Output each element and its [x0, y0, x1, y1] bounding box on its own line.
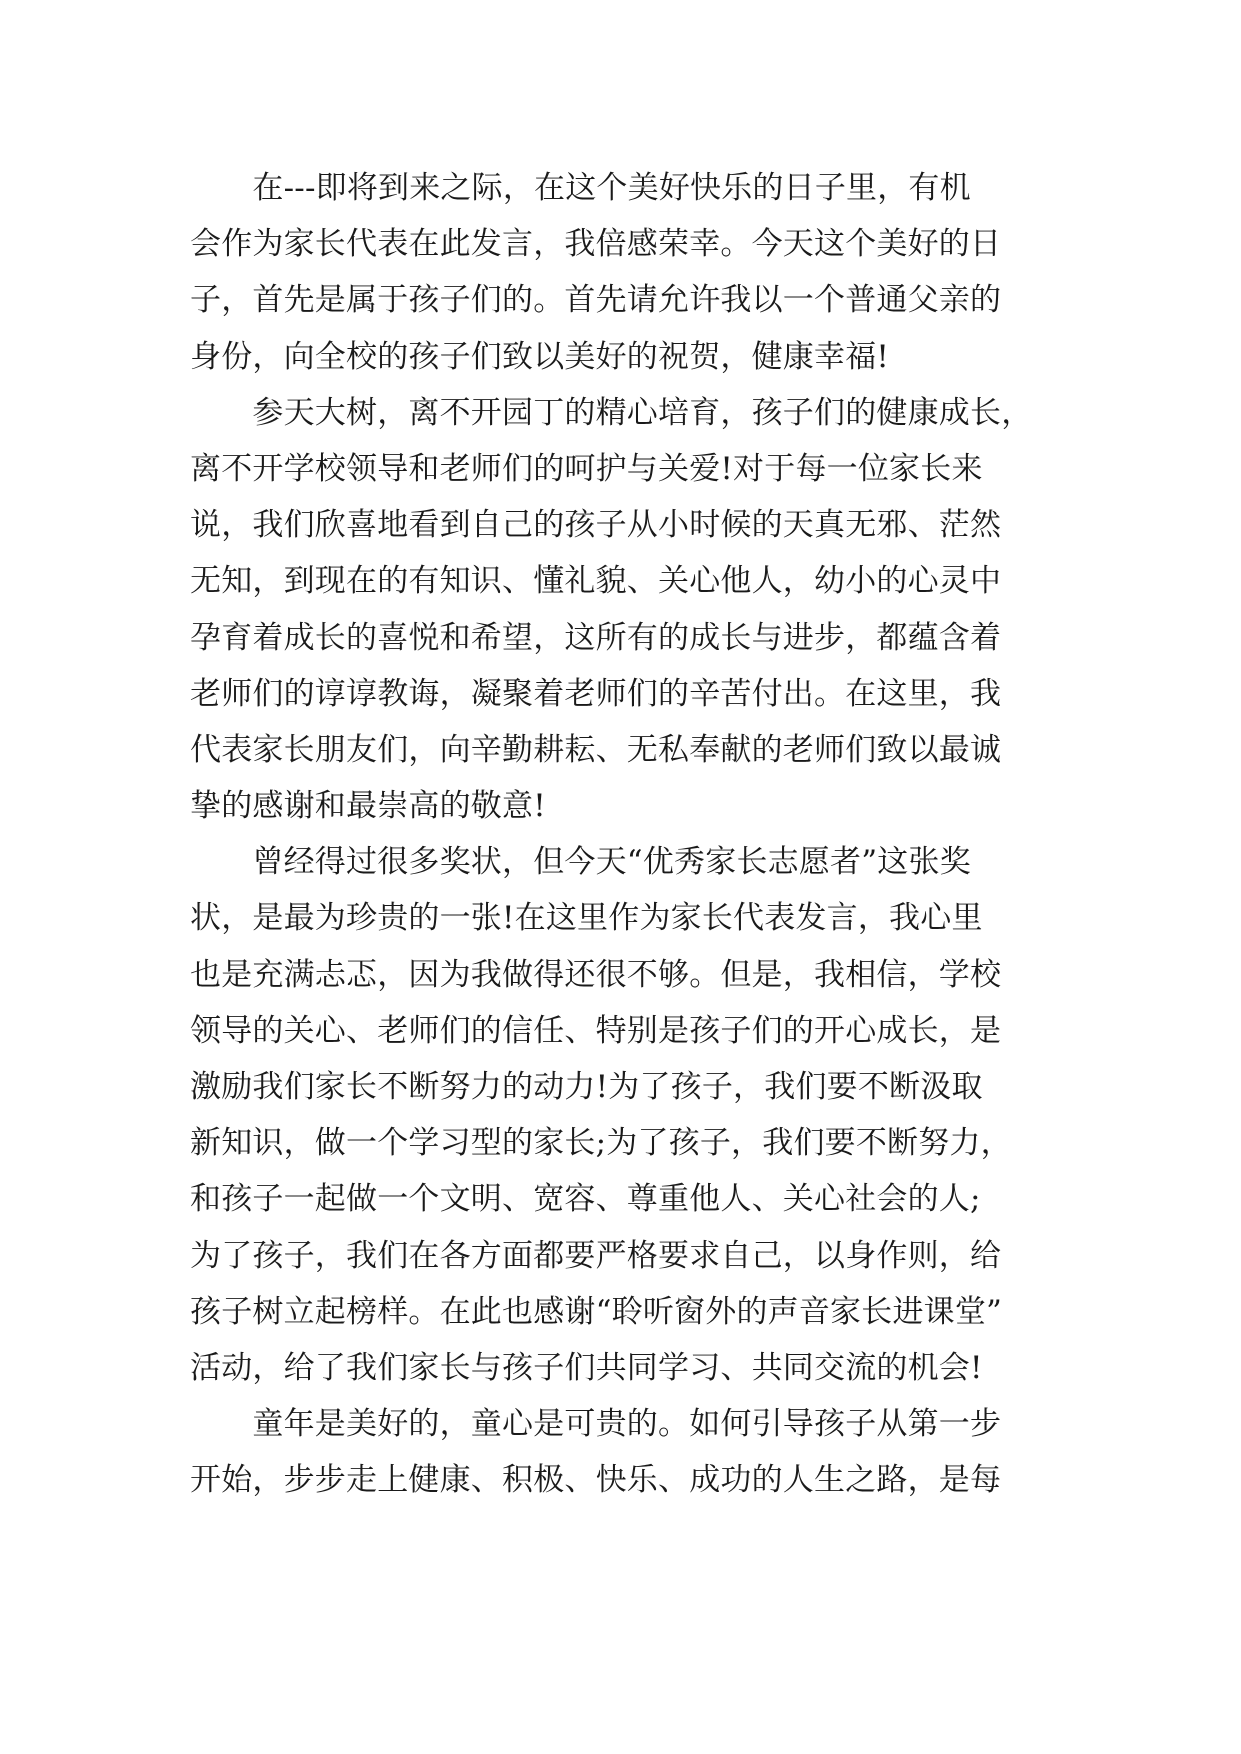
text-line: 无知，到现在的有知识、懂礼貌、关心他人，幼小的心灵中	[190, 563, 1002, 600]
document-body	[190, 160, 1060, 1509]
text-line: 曾经得过很多奖状，但今天“优秀家长志愿者”这张奖	[190, 844, 971, 881]
text-line: 参天大树，离不开园丁的精心培育，孩子们的健康成长，	[190, 394, 1033, 431]
text-line: 状，是最为珍贵的一张!在这里作为家长代表发言，我心里	[190, 900, 983, 937]
text-line: 领导的关心、老师们的信任、特别是孩子们的开心成长，是	[190, 1012, 1002, 1049]
paragraph-1	[190, 160, 1060, 385]
text-line: 老师们的谆谆教诲，凝聚着老师们的辛苦付出。在这里，我	[190, 675, 1002, 712]
text-line: 活动，给了我们家长与孩子们共同学习、共同交流的机会!	[190, 1349, 983, 1386]
paragraph-3	[190, 834, 1060, 1396]
text-line: 也是充满忐忑，因为我做得还很不够。但是，我相信，学校	[190, 956, 1002, 993]
text-line: 孩子树立起榜样。在此也感谢“聆听窗外的声音家长进课堂”	[190, 1293, 1003, 1330]
text-line: 会作为家长代表在此发言，我倍感荣幸。今天这个美好的日	[190, 226, 1002, 263]
text-line: 为了孩子，我们在各方面都要严格要求自己，以身作则，给	[190, 1237, 1002, 1274]
text-line: 激励我们家长不断努力的动力!为了孩子，我们要不断汲取	[190, 1069, 983, 1105]
paragraph-2	[190, 385, 1060, 835]
text-line: 和孩子一起做一个文明、宽容、尊重他人、关心社会的人;	[190, 1181, 981, 1218]
text-line: 在---即将到来之际，在这个美好快乐的日子里，有机	[190, 170, 971, 206]
paragraph-4	[190, 1396, 1060, 1508]
text-line: 说，我们欣喜地看到自己的孩子从小时候的天真无邪、茫然	[190, 507, 1002, 544]
text-line: 子，首先是属于孩子们的。首先请允许我以一个普通父亲的	[190, 282, 1002, 319]
text-line: 身份，向全校的孩子们致以美好的祝贺，健康幸福!	[190, 338, 890, 375]
text-line: 挚的感谢和最崇高的敬意!	[190, 788, 546, 825]
text-line: 童年是美好的，童心是可贵的。如何引导孩子从第一步	[190, 1406, 1002, 1443]
text-line: 新知识，做一个学习型的家长;为了孩子，我们要不断努力，	[190, 1125, 1012, 1162]
text-line: 开始，步步走上健康、积极、快乐、成功的人生之路，是每	[190, 1462, 1002, 1499]
text-line: 孕育着成长的喜悦和希望，这所有的成长与进步，都蕴含着	[190, 619, 1002, 656]
text-line: 代表家长朋友们，向辛勤耕耘、无私奉献的老师们致以最诚	[190, 731, 1002, 768]
text-line: 离不开学校领导和老师们的呵护与关爱!对于每一位家长来	[190, 450, 983, 487]
